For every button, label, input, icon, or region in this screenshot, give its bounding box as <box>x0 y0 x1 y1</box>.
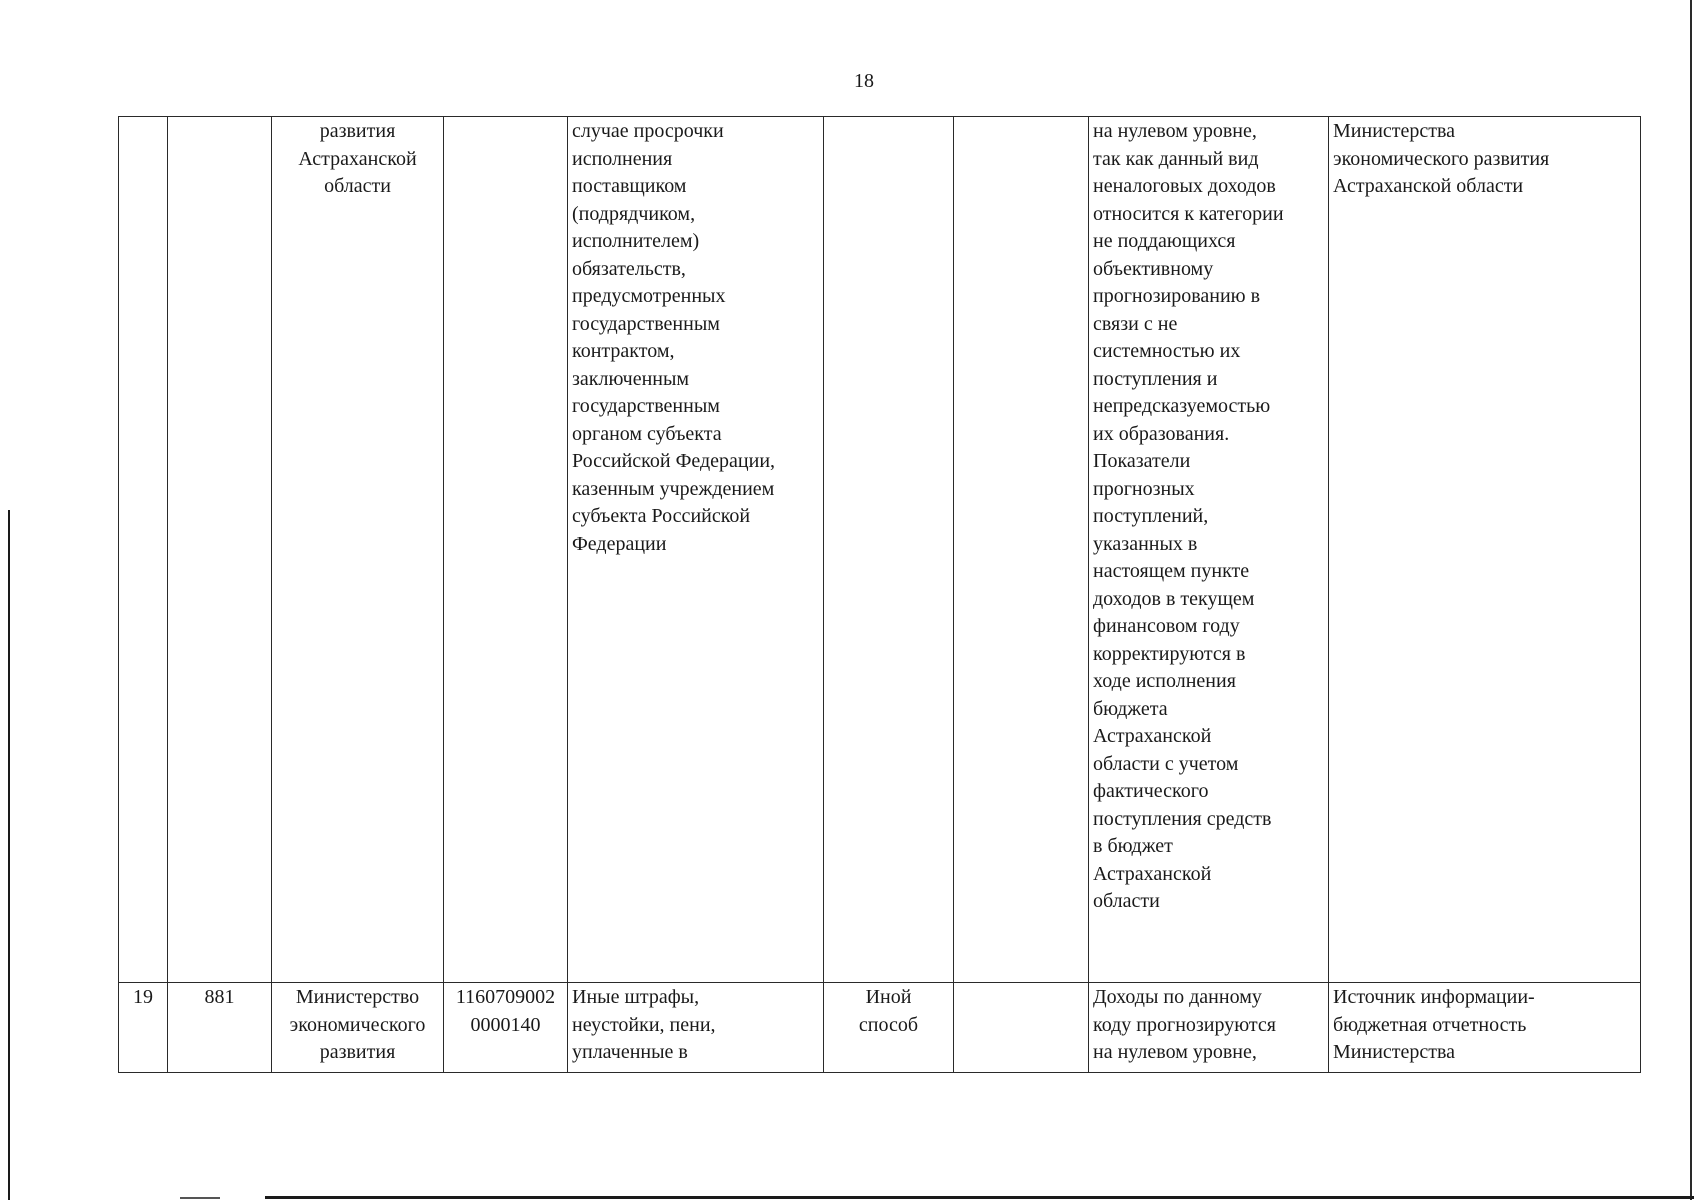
cell-method <box>824 117 954 983</box>
cell-num <box>119 117 168 983</box>
cell-algorithm: на нулевом уровне, так как данный вид неналоговых доходов относится к категории не поддающихся объективному прогнозированию в связи с не системностью их поступления и непредсказуемостью их образования. Показатели прогнозных поступлений, указанных в настоящем пункте доходов в текущем финансовом году корректируются в ходе исполнения бюджета Астраханской области с учетом фактического поступления средств в бюджет Астраханской области <box>1089 117 1329 983</box>
cell-admin-code <box>168 117 272 983</box>
cell-admin-name: развития Астраханской области <box>272 117 444 983</box>
scan-edge-left <box>8 510 10 1200</box>
cell-method: Иной способ <box>824 983 954 1073</box>
cell-source: Источник информации- бюджетная отчетность Министерства <box>1329 983 1641 1073</box>
cell-code <box>444 117 568 983</box>
cell-income-name: случае просрочки исполнения поставщиком (подрядчиком, исполнителем) обязательств, предусмотренных государственным контрактом, заключенным государственным органом субъекта Российской Федерации, казенным учреждением субъекта Российской Федерации <box>568 117 824 983</box>
page-number: 18 <box>854 70 874 92</box>
cell-algorithm: Доходы по данному коду прогнозируются на нулевом уровне, <box>1089 983 1329 1073</box>
scan-edge-right <box>1690 0 1692 1200</box>
cell-admin-name: Министерство экономического развития <box>272 983 444 1073</box>
cell-income-name: Иные штрафы, неустойки, пени, уплаченные в <box>568 983 824 1073</box>
scan-edge-bottom <box>265 1196 1694 1199</box>
scan-edge-bottom-mark <box>180 1197 220 1199</box>
budget-income-table <box>118 116 1641 1073</box>
cell-num: 19 <box>119 983 168 1073</box>
cell-code: 1160709002 0000140 <box>444 983 568 1073</box>
cell-formula <box>954 117 1089 983</box>
cell-admin-code: 881 <box>168 983 272 1073</box>
cell-source: Министерства экономического развития Астраханской области <box>1329 117 1641 983</box>
table-row-continuation <box>119 117 1641 983</box>
table-row-19 <box>119 983 1641 1073</box>
cell-formula <box>954 983 1089 1073</box>
